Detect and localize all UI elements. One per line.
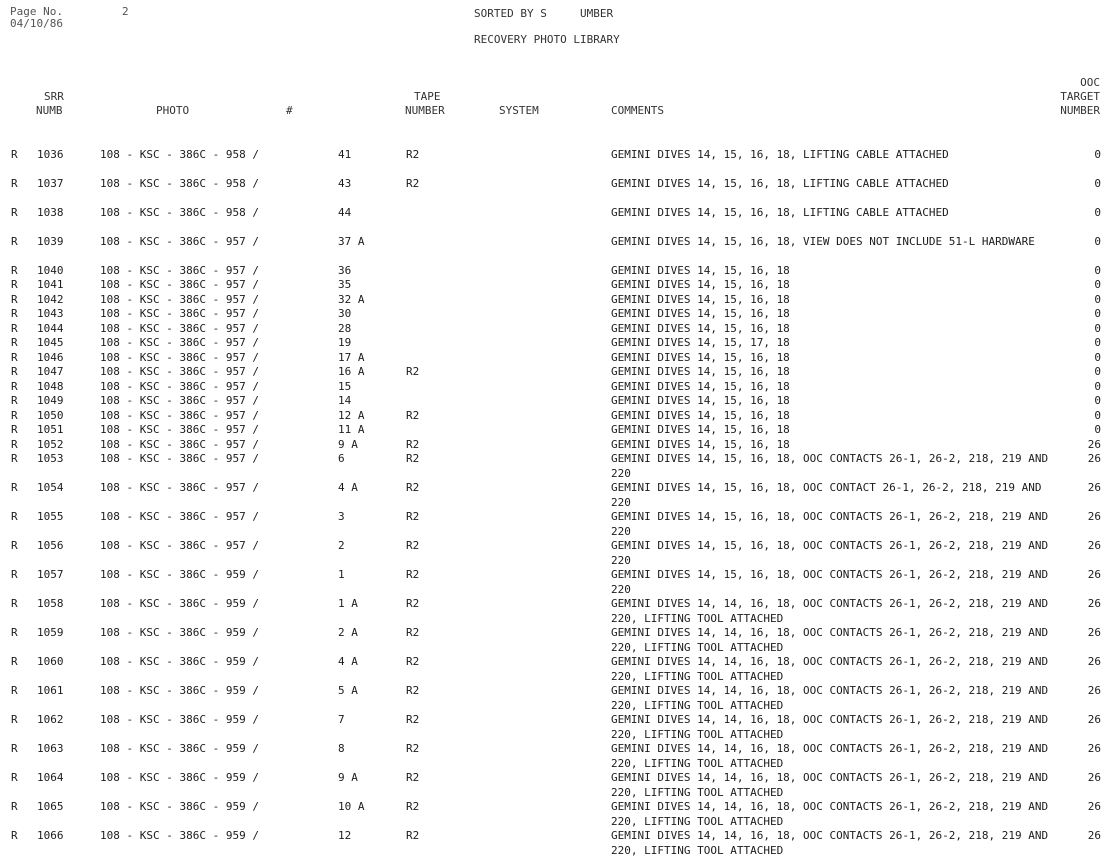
photo-number: 10 A <box>338 800 365 813</box>
photo-id: 108 - KSC - 386C - 958 / <box>100 148 259 161</box>
photo-number: 14 <box>338 394 352 407</box>
tape-number: R2 <box>406 539 420 552</box>
row-flag: R <box>11 307 18 320</box>
col-srr-line1: SRR <box>44 90 64 103</box>
ooc-target: 26 <box>1087 655 1101 668</box>
srr-number: 1051 <box>37 423 64 436</box>
srr-number: 1038 <box>37 206 64 219</box>
row-flag: R <box>11 206 18 219</box>
photo-id: 108 - KSC - 386C - 959 / <box>100 742 259 755</box>
table-row <box>0 713 1112 742</box>
table-row <box>0 510 1112 539</box>
col-srr-line2: NUMB <box>36 104 63 117</box>
table-row <box>0 539 1112 568</box>
row-flag: R <box>11 539 18 552</box>
srr-number: 1037 <box>37 177 64 190</box>
comment-text: GEMINI DIVES 14, 14, 16, 18, OOC CONTACTS 26-1, 26-2, 218, 219 AND 220, LIFTING TOOL ATTACHED <box>611 684 1049 712</box>
srr-number: 1058 <box>37 597 64 610</box>
row-flag: R <box>11 568 18 581</box>
comment-text: GEMINI DIVES 14, 15, 16, 18 <box>611 394 790 407</box>
photo-number: 3 <box>338 510 345 523</box>
photo-number: 5 A <box>338 684 358 697</box>
tape-number: R2 <box>406 177 420 190</box>
table-row <box>0 177 1112 206</box>
sorted-by: SORTED BY S UMBER <box>474 7 614 20</box>
col-hash: # <box>286 104 293 117</box>
srr-number: 1046 <box>37 351 64 364</box>
srr-number: 1042 <box>37 293 64 306</box>
srr-number: 1041 <box>37 278 64 291</box>
row-flag: R <box>11 293 18 306</box>
comment-text: GEMINI DIVES 14, 15, 16, 18 <box>611 351 790 364</box>
srr-number: 1060 <box>37 655 64 668</box>
ooc-target: 0 <box>1094 148 1101 161</box>
col-ooc-line1: OOC <box>1080 76 1100 89</box>
table-row <box>0 829 1112 858</box>
comment-text: GEMINI DIVES 14, 15, 16, 18, OOC CONTACT 26-1, 26-2, 218, 219 AND 220 <box>611 481 1042 509</box>
tape-number: R2 <box>406 438 420 451</box>
row-flag: R <box>11 278 18 291</box>
comment-text: GEMINI DIVES 14, 15, 16, 18 <box>611 438 790 451</box>
col-tape-line2: NUMBER <box>405 104 445 117</box>
row-flag: R <box>11 235 18 248</box>
row-flag: R <box>11 409 18 422</box>
photo-id: 108 - KSC - 386C - 959 / <box>100 684 259 697</box>
tape-number: R2 <box>406 771 420 784</box>
photo-id: 108 - KSC - 386C - 957 / <box>100 409 259 422</box>
ooc-target: 26 <box>1087 539 1101 552</box>
comment-text: GEMINI DIVES 14, 15, 16, 18 <box>611 293 790 306</box>
photo-id: 108 - KSC - 386C - 958 / <box>100 177 259 190</box>
ooc-target: 26 <box>1087 771 1101 784</box>
ooc-target: 0 <box>1094 351 1101 364</box>
ooc-target: 0 <box>1094 307 1101 320</box>
tape-number: R2 <box>406 568 420 581</box>
comment-text: GEMINI DIVES 14, 14, 16, 18, OOC CONTACTS 26-1, 26-2, 218, 219 AND 220, LIFTING TOOL ATTACHED <box>611 626 1049 654</box>
photo-id: 108 - KSC - 386C - 957 / <box>100 438 259 451</box>
ooc-target: 0 <box>1094 293 1101 306</box>
row-flag: R <box>11 423 18 436</box>
comment-text: GEMINI DIVES 14, 15, 16, 18 <box>611 409 790 422</box>
comment-text: GEMINI DIVES 14, 15, 16, 18, LIFTING CABLE ATTACHED <box>611 177 949 190</box>
table-row <box>0 148 1112 177</box>
srr-number: 1059 <box>37 626 64 639</box>
photo-id: 108 - KSC - 386C - 959 / <box>100 713 259 726</box>
tape-number: R2 <box>406 510 420 523</box>
comment-text: GEMINI DIVES 14, 14, 16, 18, OOC CONTACTS 26-1, 26-2, 218, 219 AND 220, LIFTING TOOL ATTACHED <box>611 597 1049 625</box>
photo-id: 108 - KSC - 386C - 959 / <box>100 800 259 813</box>
table-row <box>0 568 1112 597</box>
srr-number: 1055 <box>37 510 64 523</box>
ooc-target: 0 <box>1094 365 1101 378</box>
comment-text: GEMINI DIVES 14, 15, 16, 18 <box>611 423 790 436</box>
photo-id: 108 - KSC - 386C - 957 / <box>100 510 259 523</box>
srr-number: 1057 <box>37 568 64 581</box>
row-flag: R <box>11 829 18 842</box>
table-row <box>0 626 1112 655</box>
row-flag: R <box>11 742 18 755</box>
photo-number: 43 <box>338 177 352 190</box>
ooc-target: 26 <box>1087 684 1101 697</box>
photo-id: 108 - KSC - 386C - 957 / <box>100 423 259 436</box>
photo-number: 30 <box>338 307 352 320</box>
ooc-target: 0 <box>1094 322 1101 335</box>
srr-number: 1054 <box>37 481 64 494</box>
page-number: 2 <box>122 5 129 18</box>
photo-id: 108 - KSC - 386C - 957 / <box>100 235 259 248</box>
photo-number: 37 A <box>338 235 365 248</box>
col-ooc-line3: NUMBER <box>1060 104 1100 117</box>
table-row <box>0 800 1112 829</box>
photo-id: 108 - KSC - 386C - 957 / <box>100 380 259 393</box>
srr-number: 1052 <box>37 438 64 451</box>
comment-text: GEMINI DIVES 14, 15, 16, 18, OOC CONTACTS 26-1, 26-2, 218, 219 AND 220 <box>611 539 1049 567</box>
tape-number: R2 <box>406 742 420 755</box>
table-row <box>0 771 1112 800</box>
row-flag: R <box>11 626 18 639</box>
tape-number: R2 <box>406 713 420 726</box>
comment-text: GEMINI DIVES 14, 15, 16, 18 <box>611 322 790 335</box>
table-row <box>0 481 1112 510</box>
srr-number: 1056 <box>37 539 64 552</box>
photo-number: 12 <box>338 829 352 842</box>
table-row <box>0 235 1112 264</box>
photo-id: 108 - KSC - 386C - 957 / <box>100 365 259 378</box>
table-row <box>0 452 1112 481</box>
srr-number: 1062 <box>37 713 64 726</box>
row-flag: R <box>11 365 18 378</box>
photo-number: 1 A <box>338 597 358 610</box>
photo-number: 35 <box>338 278 352 291</box>
photo-id: 108 - KSC - 386C - 957 / <box>100 481 259 494</box>
srr-number: 1065 <box>37 800 64 813</box>
comment-text: GEMINI DIVES 14, 15, 16, 18 <box>611 278 790 291</box>
photo-id: 108 - KSC - 386C - 959 / <box>100 655 259 668</box>
row-flag: R <box>11 336 18 349</box>
photo-id: 108 - KSC - 386C - 957 / <box>100 264 259 277</box>
ooc-target: 26 <box>1087 800 1101 813</box>
srr-number: 1047 <box>37 365 64 378</box>
ooc-target: 26 <box>1087 568 1101 581</box>
ooc-target: 26 <box>1087 829 1101 842</box>
comment-text: GEMINI DIVES 14, 14, 16, 18, OOC CONTACTS 26-1, 26-2, 218, 219 AND 220, LIFTING TOOL ATTACHED <box>611 800 1049 828</box>
srr-number: 1050 <box>37 409 64 422</box>
photo-number: 4 A <box>338 655 358 668</box>
col-tape-line1: TAPE <box>414 90 441 103</box>
row-flag: R <box>11 481 18 494</box>
tape-number: R2 <box>406 655 420 668</box>
ooc-target: 0 <box>1094 380 1101 393</box>
photo-id: 108 - KSC - 386C - 957 / <box>100 351 259 364</box>
table-row <box>0 684 1112 713</box>
photo-number: 19 <box>338 336 352 349</box>
tape-number: R2 <box>406 452 420 465</box>
row-flag: R <box>11 148 18 161</box>
row-flag: R <box>11 597 18 610</box>
ooc-target: 0 <box>1094 394 1101 407</box>
photo-number: 2 A <box>338 626 358 639</box>
photo-id: 108 - KSC - 386C - 957 / <box>100 336 259 349</box>
photo-number: 9 A <box>338 771 358 784</box>
col-ooc-line2: TARGET <box>1060 90 1100 103</box>
photo-number: 15 <box>338 380 352 393</box>
report-date: 04/10/86 <box>10 17 63 30</box>
row-flag: R <box>11 452 18 465</box>
ooc-target: 26 <box>1087 452 1101 465</box>
photo-number: 1 <box>338 568 345 581</box>
tape-number: R2 <box>406 684 420 697</box>
srr-number: 1044 <box>37 322 64 335</box>
tape-number: R2 <box>406 626 420 639</box>
ooc-target: 26 <box>1087 742 1101 755</box>
row-flag: R <box>11 177 18 190</box>
comment-text: GEMINI DIVES 14, 14, 16, 18, OOC CONTACTS 26-1, 26-2, 218, 219 AND 220, LIFTING TOOL ATTACHED <box>611 771 1049 799</box>
tape-number: R2 <box>406 365 420 378</box>
col-photo: PHOTO <box>156 104 190 117</box>
comment-text: GEMINI DIVES 14, 15, 16, 18, OOC CONTACTS 26-1, 26-2, 218, 219 AND 220 <box>611 568 1049 596</box>
tape-number: R2 <box>406 597 420 610</box>
srr-number: 1066 <box>37 829 64 842</box>
page-label: Page No. <box>10 5 63 18</box>
photo-id: 108 - KSC - 386C - 957 / <box>100 278 259 291</box>
photo-id: 108 - KSC - 386C - 957 / <box>100 452 259 465</box>
comment-text: GEMINI DIVES 14, 14, 16, 18, OOC CONTACTS 26-1, 26-2, 218, 219 AND 220, LIFTING TOOL ATTACHED <box>611 713 1049 741</box>
photo-number: 16 A <box>338 365 365 378</box>
srr-number: 1053 <box>37 452 64 465</box>
ooc-target: 0 <box>1094 423 1101 436</box>
tape-number: R2 <box>406 148 420 161</box>
ooc-target: 0 <box>1094 278 1101 291</box>
srr-number: 1040 <box>37 264 64 277</box>
comment-text: GEMINI DIVES 14, 15, 16, 18, OOC CONTACTS 26-1, 26-2, 218, 219 AND 220 <box>611 452 1049 480</box>
photo-number: 11 A <box>338 423 365 436</box>
row-flag: R <box>11 510 18 523</box>
report-title: RECOVERY PHOTO LIBRARY <box>474 33 620 46</box>
photo-number: 32 A <box>338 293 365 306</box>
row-flag: R <box>11 800 18 813</box>
ooc-target: 26 <box>1087 481 1101 494</box>
row-flag: R <box>11 655 18 668</box>
photo-id: 108 - KSC - 386C - 957 / <box>100 307 259 320</box>
srr-number: 1045 <box>37 336 64 349</box>
photo-number: 36 <box>338 264 352 277</box>
row-flag: R <box>11 438 18 451</box>
tape-number: R2 <box>406 409 420 422</box>
photo-id: 108 - KSC - 386C - 958 / <box>100 206 259 219</box>
srr-number: 1064 <box>37 771 64 784</box>
photo-number: 44 <box>338 206 352 219</box>
ooc-target: 26 <box>1087 713 1101 726</box>
ooc-target: 0 <box>1094 177 1101 190</box>
ooc-target: 0 <box>1094 264 1101 277</box>
photo-id: 108 - KSC - 386C - 959 / <box>100 597 259 610</box>
row-flag: R <box>11 351 18 364</box>
srr-number: 1036 <box>37 148 64 161</box>
comment-text: GEMINI DIVES 14, 15, 16, 18 <box>611 307 790 320</box>
photo-id: 108 - KSC - 386C - 959 / <box>100 626 259 639</box>
srr-number: 1048 <box>37 380 64 393</box>
ooc-target: 26 <box>1087 510 1101 523</box>
photo-number: 7 <box>338 713 345 726</box>
col-system: SYSTEM <box>499 104 539 117</box>
srr-number: 1043 <box>37 307 64 320</box>
tape-number: R2 <box>406 481 420 494</box>
photo-id: 108 - KSC - 386C - 959 / <box>100 568 259 581</box>
srr-number: 1063 <box>37 742 64 755</box>
comment-text: GEMINI DIVES 14, 15, 16, 18 <box>611 264 790 277</box>
ooc-target: 0 <box>1094 409 1101 422</box>
srr-number: 1049 <box>37 394 64 407</box>
photo-number: 41 <box>338 148 352 161</box>
comment-text: GEMINI DIVES 14, 14, 16, 18, OOC CONTACTS 26-1, 26-2, 218, 219 AND 220, LIFTING TOOL ATTACHED <box>611 829 1049 857</box>
photo-number: 4 A <box>338 481 358 494</box>
photo-number: 6 <box>338 452 345 465</box>
photo-id: 108 - KSC - 386C - 959 / <box>100 829 259 842</box>
comment-text: GEMINI DIVES 14, 15, 17, 18 <box>611 336 790 349</box>
photo-id: 108 - KSC - 386C - 957 / <box>100 394 259 407</box>
comment-text: GEMINI DIVES 14, 15, 16, 18, VIEW DOES NOT INCLUDE 51-L HARDWARE <box>611 235 1035 248</box>
ooc-target: 26 <box>1087 438 1101 451</box>
ooc-target: 26 <box>1087 626 1101 639</box>
photo-id: 108 - KSC - 386C - 959 / <box>100 771 259 784</box>
col-comments: COMMENTS <box>611 104 664 117</box>
comment-text: GEMINI DIVES 14, 14, 16, 18, OOC CONTACTS 26-1, 26-2, 218, 219 AND 220, LIFTING TOOL ATTACHED <box>611 655 1049 683</box>
table-row <box>0 206 1112 235</box>
photo-number: 28 <box>338 322 352 335</box>
photo-number: 9 A <box>338 438 358 451</box>
row-flag: R <box>11 771 18 784</box>
ooc-target: 0 <box>1094 235 1101 248</box>
row-flag: R <box>11 380 18 393</box>
photo-number: 12 A <box>338 409 365 422</box>
table-row <box>0 597 1112 626</box>
comment-text: GEMINI DIVES 14, 15, 16, 18, LIFTING CABLE ATTACHED <box>611 206 949 219</box>
photo-number: 2 <box>338 539 345 552</box>
table-row <box>0 655 1112 684</box>
tape-number: R2 <box>406 829 420 842</box>
photo-id: 108 - KSC - 386C - 957 / <box>100 539 259 552</box>
ooc-target: 0 <box>1094 336 1101 349</box>
photo-id: 108 - KSC - 386C - 957 / <box>100 322 259 335</box>
row-flag: R <box>11 394 18 407</box>
comment-text: GEMINI DIVES 14, 15, 16, 18, OOC CONTACTS 26-1, 26-2, 218, 219 AND 220 <box>611 510 1049 538</box>
row-flag: R <box>11 713 18 726</box>
photo-number: 17 A <box>338 351 365 364</box>
comment-text: GEMINI DIVES 14, 15, 16, 18 <box>611 365 790 378</box>
tape-number: R2 <box>406 800 420 813</box>
comment-text: GEMINI DIVES 14, 14, 16, 18, OOC CONTACTS 26-1, 26-2, 218, 219 AND 220, LIFTING TOOL ATTACHED <box>611 742 1049 770</box>
comment-text: GEMINI DIVES 14, 15, 16, 18 <box>611 380 790 393</box>
table-row <box>0 742 1112 771</box>
srr-number: 1061 <box>37 684 64 697</box>
row-flag: R <box>11 322 18 335</box>
ooc-target: 26 <box>1087 597 1101 610</box>
ooc-target: 0 <box>1094 206 1101 219</box>
photo-id: 108 - KSC - 386C - 957 / <box>100 293 259 306</box>
comment-text: GEMINI DIVES 14, 15, 16, 18, LIFTING CABLE ATTACHED <box>611 148 949 161</box>
row-flag: R <box>11 264 18 277</box>
srr-number: 1039 <box>37 235 64 248</box>
photo-number: 8 <box>338 742 345 755</box>
row-flag: R <box>11 684 18 697</box>
